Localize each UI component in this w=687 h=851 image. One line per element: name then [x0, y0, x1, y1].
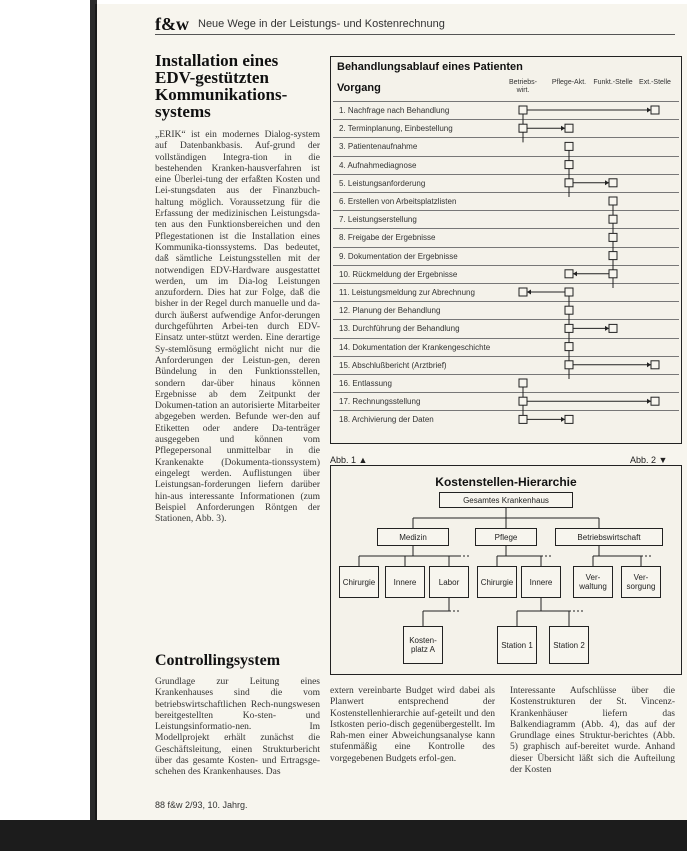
flow-step-label: 13. Durchführung der Behandlung: [339, 324, 460, 334]
flow-step-label: 3. Patientenaufnahme: [339, 142, 418, 152]
flow-target-marker: [609, 324, 617, 332]
flow-target-marker: [565, 415, 573, 423]
figure1-column-header: Vorgang: [337, 82, 381, 94]
flow-arrowhead: [647, 362, 651, 367]
flow-step-marker: [565, 142, 573, 150]
node-innere-medizin: Innere: [385, 566, 425, 598]
running-title: Neue Wege in der Leistungs- und Kostenrechnung: [198, 18, 445, 30]
section-title: Controllingsystem: [155, 652, 281, 669]
flow-step-marker: [609, 215, 617, 223]
flow-step-label: 12. Planung der Behandlung: [339, 306, 441, 316]
flow-target-marker: [651, 397, 659, 405]
book-binding: [90, 0, 97, 851]
node-medizin: Medizin: [377, 528, 449, 546]
flow-step-marker: [565, 288, 573, 296]
figure-cost-center-hierarchy: [330, 465, 682, 675]
node-chirurgie-medizin: Chirurgie: [339, 566, 379, 598]
flow-step-label: 16. Entlassung: [339, 379, 392, 388]
left-column: [155, 52, 320, 525]
node-pflege: Pflege: [475, 528, 537, 546]
flow-arrowhead: [605, 180, 609, 185]
column-header-funktionsstelle: Funkt.-Stelle: [593, 79, 633, 86]
figure1-caption: Abb. 1 ▲: [330, 455, 368, 465]
flow-step-marker: [519, 379, 527, 387]
section-body: Grundlage zur Leitung eines Krankenhauses sind die vom betriebswirtschaftlichen Rech-nungswesen bereitgestellten Ko-sten- und Leistungsinformatio-nen. Im Modellprojekt erhält zunächst die Geschäftsleitung, einen Strukturbericht über das gesamte Kosten- und Ertragsge-schehen des Krankenhauses. Das: [155, 677, 320, 778]
flow-arrowhead: [605, 326, 609, 331]
flow-arrowhead: [561, 417, 565, 422]
flow-step-marker: [609, 252, 617, 260]
node-labor: Labor: [429, 566, 469, 598]
flow-step-label: 7. Leistungserstellung: [339, 215, 417, 225]
flow-step-label: 11. Leistungsmeldung zur Abrechnung: [339, 288, 475, 297]
flow-step-label: 14. Dokumentation der Krankengeschichte: [339, 342, 491, 352]
flow-arrowhead: [647, 108, 651, 113]
column-2-text: extern vereinbarte Budget wird dabei als Planwert entsprechend der Kostenstellenhierarchie auf-geteilt und den Istkosten perio-disch gegenübergestellt. Im Rah-men einer Abweichungsanalyse kann stufenmäßig eine Kontrolle des vorgegebenen Budgets erfol-gen.: [330, 686, 495, 764]
node-innere-pflege: Innere: [521, 566, 561, 598]
scan-bottom-edge: [0, 820, 687, 851]
flow-step-label: 17. Rechnungsstellung: [339, 397, 421, 407]
column-header-extern: Ext.-Stelle: [639, 79, 671, 86]
flow-target-marker: [651, 361, 659, 369]
flow-target-marker: [519, 288, 527, 296]
flow-step-marker: [519, 106, 527, 114]
flow-step-label: 5. Leistungsanforderung: [339, 178, 426, 188]
flow-step-marker: [565, 179, 573, 187]
article-title: Installation eines EDV-gestützten Kommunikations-systems: [155, 51, 288, 121]
node-betriebswirtschaft: Betriebswirtschaft: [555, 528, 663, 546]
page-footer: 88 f&w 2/93, 10. Jahrg.: [155, 800, 248, 810]
running-header: [155, 14, 675, 35]
article-body: „ERIK“ ist ein modernes Dialog-system auf Datenbankbasis. Auf-grund der vollständigen Integra-tion in die bestehenden Kranken-hausverfahren ist eine Überlei-tung der erfaßten Kosten und Lei-stungsdaten aus der Finanzbuch-haltung möglich. Voraussetzung für die Erfassung der medizinischen Leistungsda-ten aus den Funktionsbereichen und den Pflegestationen ist die Installation eines Kommunika-tionssystems. Das bedeutet, daß sämtliche Leistungsstellen mit der notwendigen EDV-Hardware ausgestattet werden, um im Dia-log Leistungen anzufordern. Dies hat zur Folge, daß die bisher in der Regel durch manuelle und da-durch äußerst aufwendige Anfor-derungen durchgeführten Arbei-ten durch EDV-Einsatz unter-stützt werden. Eine derartige Sy-stemlösung ermöglicht nicht nur die Anforderungen der Leistun-gen, deren Bündelung in den Funktionsstellen, sondern dar-über hinaus können Ergebnisse ab dem Zeitpunkt der Dokumen-tation an autorisierte Mitarbeiter abgegeben werden. Befunde wer-den auf Etiketten oder andere Da-tenträger ausgegeben und können vom Pflegepersonal unmittelbar in die Krankenakte (Dokumenta-tionssystem) eingelegt werden. Auflistungen über Leistungsan-forderungen liefern darüber hin-aus interessante Informationen (zum Beispiel Anforderungen Röntgen der Stationen, Abb. 3).: [155, 130, 320, 525]
flow-step-marker: [519, 124, 527, 132]
column-3-text: Interessante Aufschlüsse über die Kostenstrukturen der St. Vincenz-Krankenhäuser liefern das Balkendiagramm (Abb. 4), das auf der Grundlage eines Struktur-berichtes (Abb. 5) graphisch auf-bereitet wurde. Anhand dieser Übersicht läßt sich die Aufteilung der Kosten: [510, 686, 675, 776]
flow-step-marker: [519, 397, 527, 405]
flow-step-marker: [609, 233, 617, 241]
flow-arrowhead: [573, 271, 577, 276]
node-station-1: Station 1: [497, 626, 537, 664]
flow-step-marker: [519, 415, 527, 423]
flow-step-marker: [565, 306, 573, 314]
flow-step-marker: [565, 343, 573, 351]
flow-step-label: 6. Erstellen von Arbeitsplatzlisten: [339, 197, 457, 206]
flow-step-label: 8. Freigabe der Ergebnisse: [339, 233, 436, 243]
flow-step-label: 18. Archivierung der Daten: [339, 415, 434, 425]
figure1-flow-diagram: [331, 57, 681, 443]
figure2-title: Kostenstellen-Hierarchie: [435, 475, 577, 489]
node-versorgung: Ver-sorgung: [621, 566, 661, 598]
flow-step-label: 2. Terminplanung, Einbestellung: [339, 124, 453, 134]
node-chirurgie-pflege: Chirurgie: [477, 566, 517, 598]
flow-step-label: 10. Rückmeldung der Ergebnisse: [339, 269, 458, 279]
flow-arrowhead: [647, 399, 651, 404]
flow-target-marker: [609, 179, 617, 187]
flow-target-marker: [651, 106, 659, 114]
figure-treatment-flow: [330, 56, 682, 444]
journal-logo: f&w: [155, 14, 189, 34]
node-gesamtes-krankenhaus: Gesamtes Krankenhaus: [439, 492, 573, 508]
flow-step-label: 4. Aufnahmediagnose: [339, 160, 417, 170]
flow-step-label: 1. Nachfrage nach Behandlung: [339, 106, 450, 115]
node-kostenplatz-a: Kosten-platz A: [403, 626, 443, 664]
node-station-2: Station 2: [549, 626, 589, 664]
figure1-title: Behandlungsablauf eines Patienten: [337, 61, 523, 73]
column-header-pflege: Pflege-Akt.: [551, 79, 587, 86]
node-verwaltung: Ver-waltung: [573, 566, 613, 598]
column-header-betriebswirt: Betriebs-wirt.: [508, 79, 537, 94]
figure2-caption: Abb. 2 ▼: [630, 455, 668, 465]
left-margin: [0, 0, 97, 851]
flow-step-marker: [609, 270, 617, 278]
flow-step-label: 15. Abschlußbericht (Arztbrief): [339, 360, 447, 370]
flow-arrowhead: [527, 290, 531, 295]
flow-step-label: 9. Dokumentation der Ergebnisse: [339, 251, 458, 261]
flow-step-marker: [565, 361, 573, 369]
flow-step-marker: [565, 161, 573, 169]
flow-arrowhead: [561, 126, 565, 131]
flow-step-marker: [565, 324, 573, 332]
flow-step-marker: [609, 197, 617, 205]
flow-target-marker: [565, 270, 573, 278]
flow-target-marker: [565, 124, 573, 132]
